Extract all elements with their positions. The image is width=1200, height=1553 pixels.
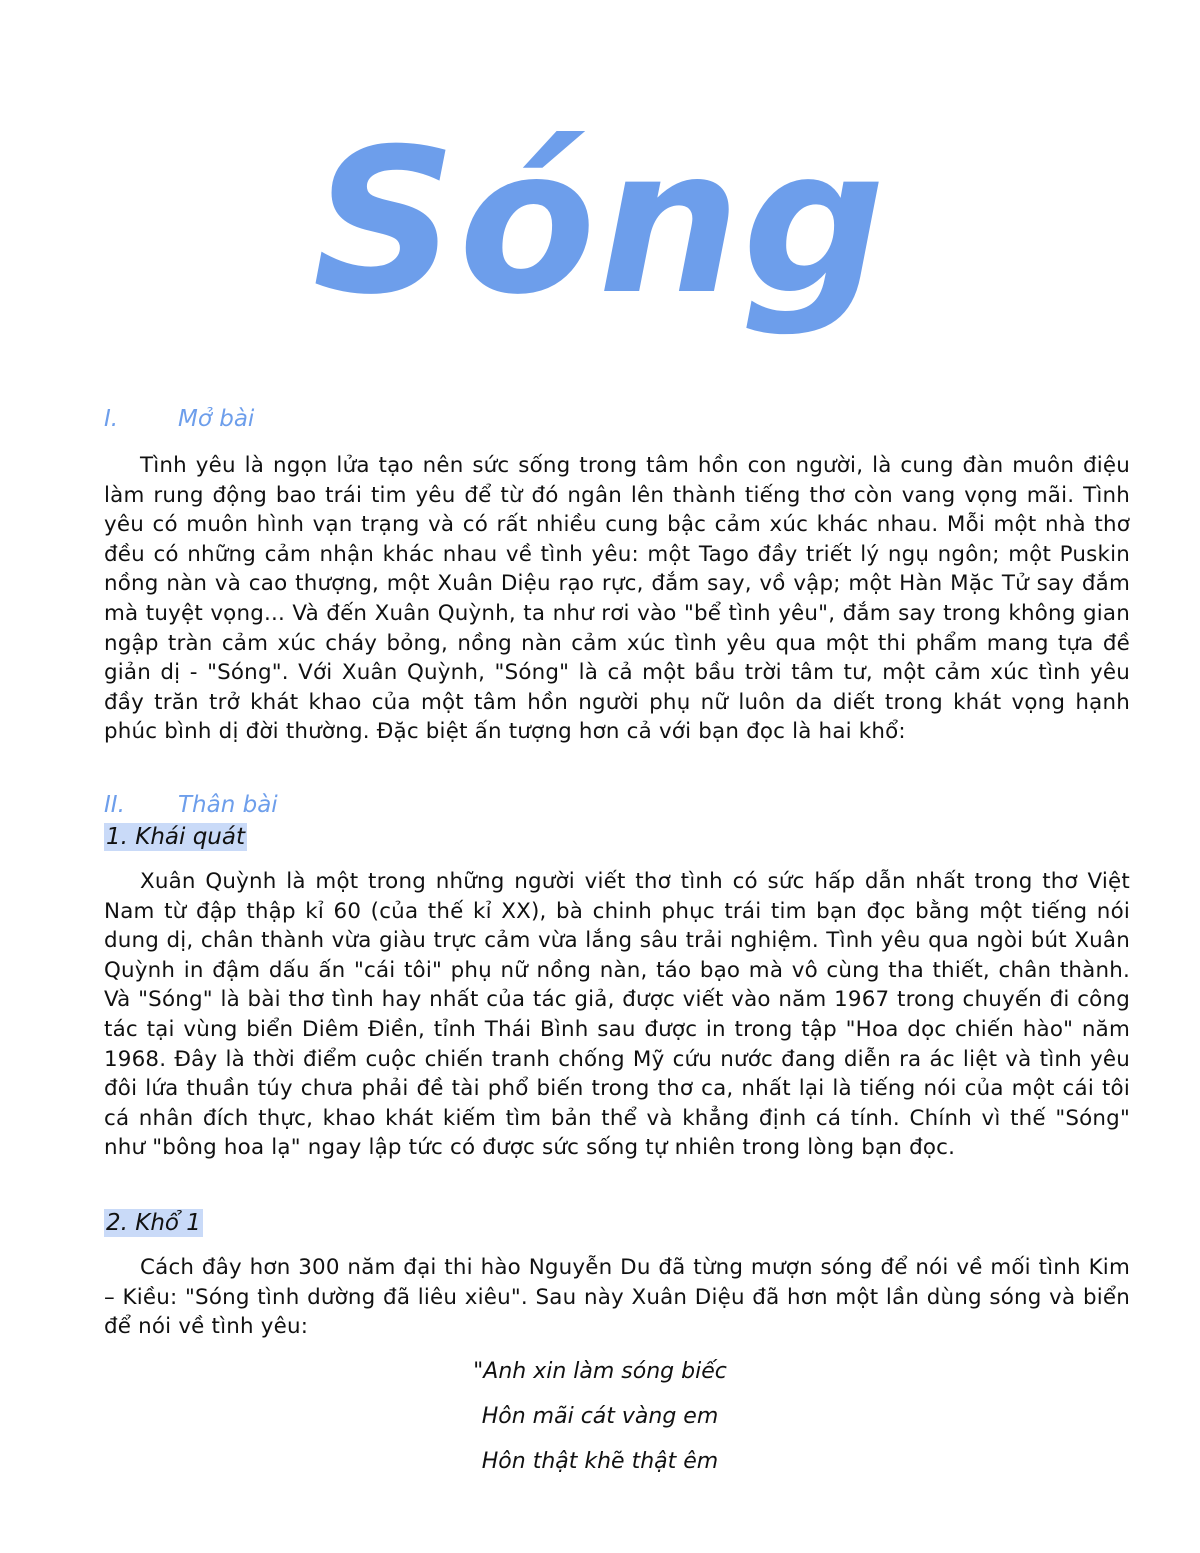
heading-mo-bai (104, 404, 254, 434)
heading-than-bai (104, 790, 278, 820)
poem-line: Hôn mãi cát vàng em (481, 1404, 719, 1429)
paragraph-khai-quat: Xuân Quỳnh là một trong những người viết thơ tình có sức hấp dẫn nhất trong thơ Việt Nam từ đập thập kỉ 60 (của thế kỉ XX), bà chinh phục trái tim bạn đọc bằng một tiếng nói dung dị, chân thành vừa giàu trực cảm vừa lắng sâu trải nghiệm. Tình yêu qua ngòi bút Xuân Quỳnh in đậm dấu ấn "cái tôi" phụ nữ nồng nàn, táo bạo mà vô cùng tha thiết, chân thành. Và "Sóng" là bài thơ tình hay nhất của tác giả, được viết vào năm 1967 trong chuyến đi công tác tại vùng biển Diêm Điền, tỉnh Thái Bình sau được in trong tập "Hoa dọc chiến hào" năm 1968. Đây là thời điểm cuộc chiến tranh chống Mỹ cứu nước đang diễn ra ác liệt và tình yêu đôi lứa thuần túy chưa phải đề tài phổ biến trong thơ ca, nhất lại là tiếng nói của một cái tôi cá nhân đích thực, khao khát kiếm tìm bản thể và khẳng định cá tính. Chính vì thế "Sóng" như "bông hoa lạ" ngay lập tức có được sức sống tự nhiên trong lòng bạn đọc. (104, 869, 1130, 1161)
heading-label: Thân bài (178, 792, 278, 818)
subheading-khai-quat: 1. Khái quát (106, 824, 245, 850)
heading-label: Mở bài (178, 406, 255, 432)
heading-number: I. (104, 406, 119, 432)
poem-line: "Anh xin làm sóng biếc (473, 1359, 727, 1384)
document-title: Sóng (312, 106, 888, 339)
poem-line: Hôn thật khẽ thật êm (481, 1449, 719, 1474)
paragraph-kho-1: Cách đây hơn 300 năm đại thi hào Nguyễn Du đã từng mượn sóng để nói về mối tình Kim – Kiều: "Sóng tình dường đã liêu xiêu". Sau này Xuân Diệu đã hơn một lần dùng sóng và biển để nói về tình yêu: (104, 1255, 1130, 1340)
paragraph-mo-bai: Tình yêu là ngọn lửa tạo nên sức sống trong tâm hồn con người, là cung đàn muôn điệu làm rung động bao trái tim yêu để từ đó ngân lên thành tiếng thơ còn vang vọng mãi. Tình yêu có muôn hình vạn trạng và có rất nhiều cung bậc cảm xúc khác nhau. Mỗi một nhà thơ đều có những cảm nhận khác nhau về tình yêu: một Tago đầy triết lý ngụ ngôn; một Puskin nồng nàn và cao thượng, một Xuân Diệu rạo rực, đắm say, vồ vập; một Hàn Mặc Tử say đắm mà tuyệt vọng... Và đến Xuân Quỳnh, ta như rơi vào "bể tình yêu", đắm say trong không gian ngập tràn cảm xúc cháy bỏng, nồng nàn cảm xúc tình yêu qua một thi phẩm mang tựa đề giản dị - "Sóng". Với Xuân Quỳnh, "Sóng" là cả một bầu trời tâm tư, một cảm xúc tình yêu đầy trăn trở khát khao của một tâm hồn người phụ nữ luôn da diết trong khát vọng hạnh phúc bình dị đời thường. Đặc biệt ấn tượng hơn cả với bạn đọc là hai khổ: (104, 453, 1130, 745)
subheading-kho-1: 2. Khổ 1 (106, 1210, 201, 1236)
heading-number: II. (104, 792, 125, 818)
